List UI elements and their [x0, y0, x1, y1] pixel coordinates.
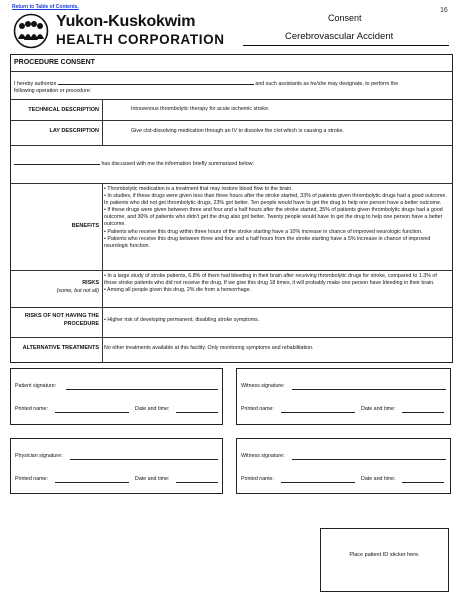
divider: [10, 71, 453, 72]
witness-printed-name-label: Printed name:: [241, 406, 274, 412]
document-type: Consent: [328, 13, 362, 23]
benefit-item: • Patients who receive this drug within three hours of the stroke starting have a 10% increase in chance of improved neurologic function.: [104, 228, 423, 235]
org-logo-icon: [13, 13, 49, 49]
witness2-signature-field[interactable]: [292, 459, 446, 460]
benefits-list: [104, 186, 448, 250]
benefit-item: • In studies, if these drugs were given less than three hours after the stroke started, 33% of patients given thrombolytic drugs had a good outcome. In patients who did not get thrombolytic drugs, 23% got better. Ten people would have to get the drug to help one person have a better outcome.: [104, 193, 447, 207]
authorize-statement: [14, 79, 450, 95]
patient-signature-field[interactable]: [66, 389, 218, 390]
witness-printed-name-field[interactable]: [281, 412, 355, 413]
witness2-printed-name-label: Printed name:: [241, 476, 274, 482]
alternative-treatments-text: No other treatments available at this facility. Only monitoring symptoms and rehabilitation.: [104, 345, 314, 351]
patient-id-sticker-label: Place patient ID sticker here.: [349, 552, 420, 558]
authorize-suffix: and such assistants as he/she may designate, to perform the: [255, 81, 399, 87]
org-name: Yukon-Kuskokwim: [56, 13, 196, 30]
alternative-treatments-label: ALTERNATIVE TREATMENTS: [22, 345, 99, 351]
divider: [10, 307, 453, 308]
witness2-signature-label: Witness signature:: [241, 453, 285, 459]
patient-id-sticker-box: [320, 528, 449, 592]
technical-description-text: Intravenous thrombolytic therapy for acute ischemic stroke.: [131, 106, 270, 112]
patient-signature-label: Patient signature:: [15, 383, 57, 389]
patient-printed-name-field[interactable]: [55, 412, 129, 413]
discussed-statement: [14, 159, 450, 168]
patient-signature-box: [10, 368, 223, 425]
column-divider: [102, 183, 103, 363]
discussed-text: has discussed with me the information briefly summarized below:: [101, 161, 254, 167]
title-underline: [243, 45, 449, 46]
authorize-prefix: I hereby authorize: [14, 81, 57, 87]
physician-date-time-label: Date and time:: [135, 476, 170, 482]
patient-printed-name-label: Printed name:: [15, 406, 48, 412]
divider: [10, 183, 453, 184]
divider: [10, 337, 453, 338]
provider-name-field[interactable]: [58, 79, 254, 85]
benefit-item: • Thrombolytic medication is a treatment that may restore blood flow to the brain.: [104, 186, 293, 192]
org-subtitle: HEALTH CORPORATION: [56, 32, 225, 47]
patient-date-time-field[interactable]: [176, 412, 218, 413]
lay-description-text: Give clot-dissolving medication through an IV to dissolve the clot which is causing a stroke.: [131, 128, 344, 134]
column-divider: [102, 99, 103, 145]
divider: [10, 270, 453, 271]
document-title: Cerebrovascular Accident: [285, 31, 394, 42]
patient-date-time-label: Date and time:: [135, 406, 170, 412]
benefits-label: BENEFITS: [71, 223, 99, 229]
witness-signature-field[interactable]: [292, 389, 446, 390]
risks-not-having-label-2: PROCEDURE: [63, 321, 99, 327]
benefit-item: • Patients who receive this drug between three and four and a half hours from the stroke starting have a 5% increase in chance of improved neurologic function.: [104, 235, 431, 249]
benefit-item: • If these drugs were given between three and four and a half hours after the stroke started, 35% of patients given thrombolytic drugs had a good outcome, and 30% of patients who didn't get the drug also got better. Twenty people would have to get the drug to help one person have a better outcome.: [104, 207, 443, 228]
witness2-printed-name-field[interactable]: [281, 482, 355, 483]
physician-signature-field[interactable]: [70, 459, 218, 460]
authorize-line2: following operation or procedure:: [14, 88, 92, 95]
physician-signature-box: [10, 438, 223, 494]
witness2-date-time-field[interactable]: [402, 482, 444, 483]
physician-signature-label: Physician signature:: [15, 453, 63, 459]
risks-sublabel: (some, but not all): [56, 288, 99, 294]
risk-item: • In a large study of stroke patients, 6.8% of them had bleeding in their brain after receiving thrombolytic drugs for stroke, compared to 1.3% of those stroke patients who did not receive the drug. If we give this drug 18 times, it will probably make one person have bleeding in their brain.: [104, 273, 437, 287]
witness-date-time-label: Date and time:: [361, 406, 396, 412]
physician-date-time-field[interactable]: [176, 482, 218, 483]
divider: [10, 99, 453, 100]
risks-not-having-label: RISKS OF NOT HAVING THE: [24, 313, 99, 319]
witness-signature-label: Witness signature:: [241, 383, 285, 389]
discussed-by-field[interactable]: [14, 159, 100, 165]
risks-list: [104, 273, 448, 294]
physician-printed-name-label: Printed name:: [15, 476, 48, 482]
witness2-signature-box: [236, 438, 451, 494]
return-to-toc-link[interactable]: Return to Table of Contents.: [12, 4, 79, 10]
witness2-date-time-label: Date and time:: [361, 476, 396, 482]
witness-signature-box: [236, 368, 451, 425]
risks-not-having-text: • Higher risk of developing permanent, disabling stroke symptoms.: [104, 317, 260, 323]
technical-description-label: TECHNICAL DESCRIPTION: [28, 107, 99, 113]
physician-printed-name-field[interactable]: [55, 482, 129, 483]
divider: [10, 120, 453, 121]
risks-label: RISKS: [82, 280, 99, 286]
divider: [10, 145, 453, 146]
witness-date-time-field[interactable]: [402, 412, 444, 413]
page-number: 16: [440, 7, 448, 14]
lay-description-label: LAY DESCRIPTION: [49, 128, 99, 134]
section-title: PROCEDURE CONSENT: [14, 59, 95, 66]
risk-item: • Among all people given this drug, 2% die from a hemorrhage.: [104, 287, 252, 294]
